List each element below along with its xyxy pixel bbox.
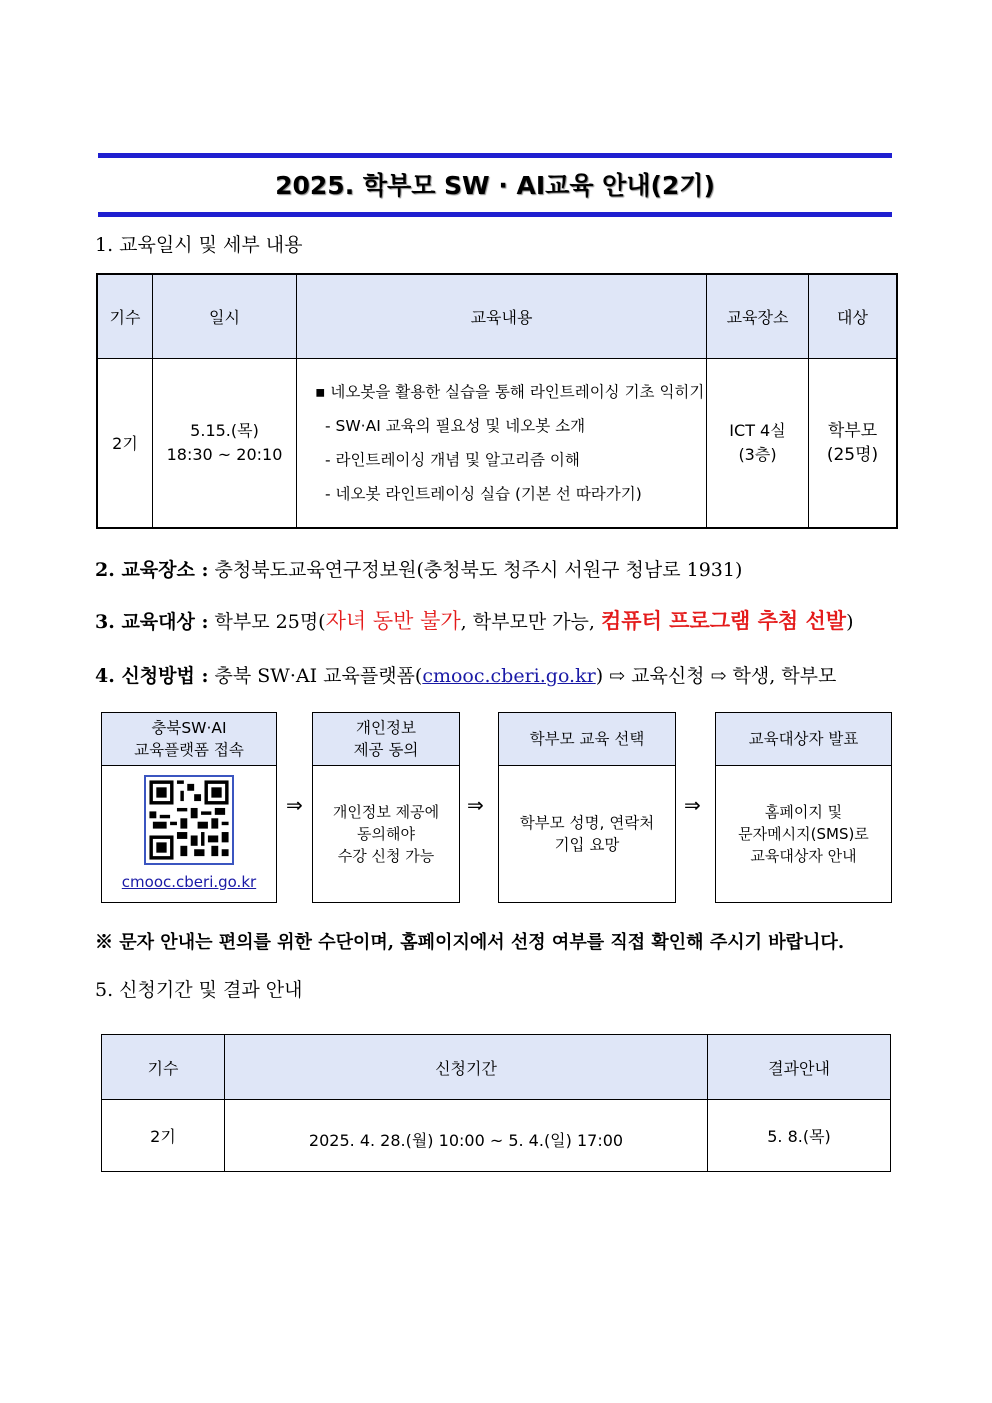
content-item: - 라인트레이싱 개념 및 알고리즘 이해 [325,450,580,469]
step-consent-body-l2: 동의해야 [357,825,415,843]
target-line1: 학부모 [827,420,878,441]
section3-text-c: ) [846,611,854,633]
flow-arrow: ⇒ [684,793,701,817]
section3-line [95,605,854,635]
section2-label: 2. 교육장소 : [95,559,209,581]
section3-text-b: , 학부모만 가능, [460,611,601,633]
step-select-header [499,713,675,766]
header-date: 일시 [153,274,297,358]
cell-place [707,358,809,528]
step-consent-body [313,766,459,902]
header-place: 교육장소 [707,274,809,358]
step-select-body [499,766,675,902]
header-period: 신청기간 [225,1035,708,1100]
step-announce-body-l1: 홈페이지 및 [764,803,843,821]
place-line2: (3층) [738,444,777,464]
flow-arrow: ⇒ [286,793,303,817]
step-select-header-l1: 학부모 교육 선택 [529,730,645,748]
step-select-body-l2: 기입 요망 [554,836,620,854]
target-line2: (25명) [826,444,879,465]
page-title: 2025. 학부모 SW · AI교육 안내(2기) [275,171,715,200]
section4-line [95,661,836,688]
section4-label: 4. 신청방법 : [95,665,209,687]
step-platform-header-l1: 충북SW·AI [151,719,227,737]
step-announce [715,712,892,903]
section5-heading: 5. 신청기간 및 결과 안내 [95,979,303,1001]
step-announce-body [716,766,891,902]
time-text: 18:30 ~ 20:10 [166,444,283,464]
header-target: 대상 [809,274,898,358]
cell-cohort: 2기 [97,358,153,528]
section1-heading: 1. 교육일시 및 세부 내용 [95,234,303,256]
qr-code-icon[interactable] [144,775,234,865]
header-content: 교육내용 [297,274,707,358]
step-consent-header [313,713,459,766]
step-announce-body-l2: 문자메시지(SMS)로 [738,825,869,843]
step-consent-body-l3: 수강 신청 가능 [337,847,435,865]
section3-red-b: 컴퓨터 프로그램 추첨 선발 [601,608,847,633]
cell-content [297,358,707,528]
date-text: 5.15.(목) [190,420,259,440]
title-bottom-rule [98,212,892,217]
step-platform-header-l2: 교육플랫폼 접속 [134,741,244,759]
step-consent-header-l1: 개인정보 [356,719,416,737]
qr-caption-link[interactable]: cmooc.cberi.go.kr [121,873,257,891]
step-announce-body-l3: 교육대상자 안내 [750,847,857,865]
content-main: ▪ 네오봇을 활용한 실습을 통해 라인트레이싱 기초 익히기 [315,382,705,401]
section4-text-a: 충북 SW·AI 교육플랫폼( [214,665,423,687]
step-announce-header [716,713,891,766]
section3-red-a: 자녀 동반 불가 [325,609,461,633]
section4-text-b: ) ⇨ 교육신청 ⇨ 학생, 학부모 [595,665,837,687]
section3-text-a: 학부모 25명( [214,611,326,633]
application-table [101,1034,891,1172]
step-platform-body [102,766,276,902]
section2-text: 충청북도교육연구정보원(충청북도 청주시 서원구 청남로 1931) [214,559,743,581]
header-cohort: 기수 [97,274,153,358]
cell-result: 5. 8.(목) [708,1100,891,1172]
step-select-body-l1: 학부모 성명, 연락처 [519,814,655,832]
step-select [498,712,676,903]
content-item: - 네오봇 라인트레이싱 실습 (기본 선 따라가기) [325,484,642,503]
cell-target [809,358,898,528]
header-cohort: 기수 [102,1035,225,1100]
place-line1: ICT 4실 [729,420,786,440]
cell-cohort: 2기 [102,1100,225,1172]
platform-link[interactable]: cmooc.cberi.go.kr [422,665,596,687]
step-platform [101,712,277,903]
step-consent [312,712,460,903]
step-announce-header-l1: 교육대상자 발표 [748,730,859,748]
flow-arrow: ⇒ [467,793,484,817]
title-top-rule [98,153,892,158]
section3-label: 3. 교육대상 : [95,611,209,633]
schedule-table [96,273,898,529]
note-text: ※ 문자 안내는 편의를 위한 수단이며, 홈페이지에서 선정 여부를 직접 확인해 주시기 바랍니다. [95,932,845,953]
section2-line [95,555,742,582]
cell-period: 2025. 4. 28.(월) 10:00 ~ 5. 4.(일) 17:00 [225,1100,708,1172]
step-consent-header-l2: 제공 동의 [353,741,419,759]
step-consent-body-l1: 개인정보 제공에 [332,803,440,821]
content-item: - SW·AI 교육의 필요성 및 네오봇 소개 [325,416,586,435]
cell-date [153,358,297,528]
step-platform-header [102,713,276,766]
header-result: 결과안내 [708,1035,891,1100]
